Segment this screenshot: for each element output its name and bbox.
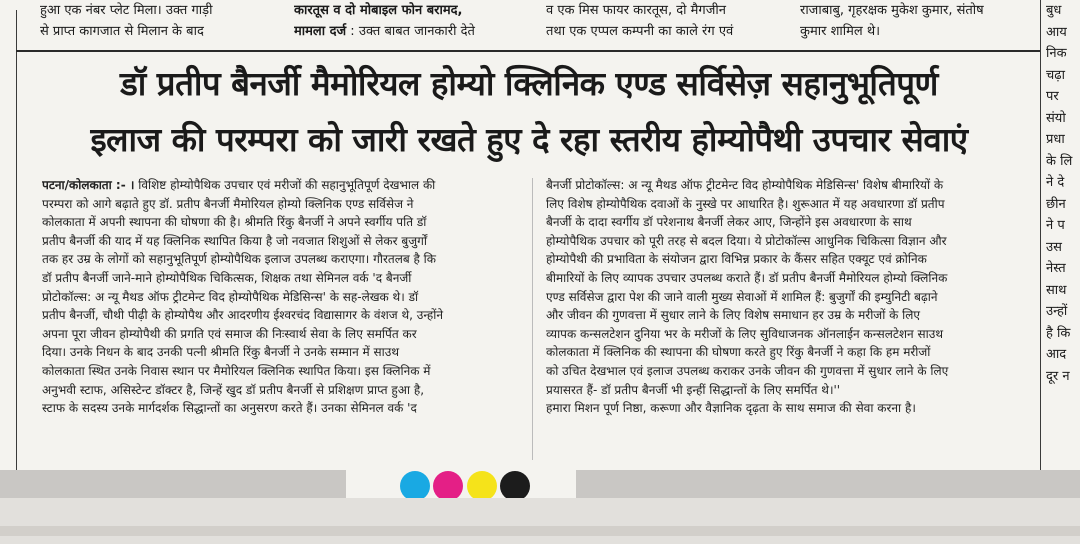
top-column-2-line: कारतूस व दो मोबाइल फोन बरामद, [294, 3, 463, 18]
column-gutter [532, 178, 533, 460]
dateline: पटना/कोलकाता :- । [42, 178, 135, 192]
top-column-2-text: : उक्त बाबत जानकारी देते [346, 24, 475, 39]
article-line: परम्परा को आगे बढ़ाते हुए डॉ. प्रतीप बैनर्जी मैमोरियल होम्यो क्लिनिक एण्ड सर्विसेज ने [42, 196, 414, 211]
section-divider [16, 50, 1040, 52]
article-line: प्रतीप बैनर्जी, चौथी पीढ़ी के होम्योपैथ और आदरणीय ईश्वरचंद विद्यासागर के वंशज थे, उन्होंने [42, 308, 444, 323]
article-line: कोलकाता में क्लिनिक की स्थापना की घोषणा करते हुए रिंकु बैनर्जी ने कहा कि हम मरीजों [546, 345, 931, 360]
article-line [42, 176, 524, 195]
headline-line-1: डॉ प्रतीप बैनर्जी मैमोरियल होम्यो क्लिनिक एण्ड सर्विसेज़ सहानुभूतिपूर्ण [120, 64, 938, 103]
article-line: दिया। उनके निधन के बाद उनकी पत्नी श्रीमति रिंकु बैनर्जी ने उनके सम्मान में साउथ [42, 345, 400, 360]
article-text: विशिष्ट होम्योपैथिक उपचार एवं मरीजों की सहानुभूतिपूर्ण देखभाल की [134, 178, 436, 192]
article-line: बैनर्जी के दादा स्वर्गीय डॉ परेशनाथ बैनर्जी लेकर आए, जिन्होंने इस अवधारणा के साथ [546, 215, 912, 230]
fragment-line: आय [1046, 24, 1067, 40]
article-line: कोलकाता में अपनी स्थापना की घोषणा की है। श्रीमति रिंकु बैनर्जी ने अपने स्वर्गीय पति डॉ [42, 215, 427, 230]
article-line: अनुभवी स्टाफ, असिस्टेन्ट डॉक्टर है, जिन्हें खुद डॉ प्रतीप बैनर्जी से प्रशिक्षण प्राप्त हुआ है, [42, 382, 425, 397]
magenta-registration-dot [433, 471, 463, 501]
previous-article-tail [0, 0, 1045, 46]
column-rule-left [16, 10, 17, 470]
fragment-line: छीन [1046, 196, 1066, 212]
fragment-line: ने प [1046, 218, 1065, 233]
article-line: एण्ड सर्विसेज द्वारा पेश की जाने वाली मुख्य सेवाओं में शामिल हैं: बुजुर्गों की इम्युनिटी बढ़ाने [546, 289, 938, 304]
article-line: बैनर्जी प्रोटोकॉल्स: अ न्यू मैथड ऑफ ट्रीटमेन्ट विद होम्योपैथिक मेडिसिन्स' विशेष बीमारियों के [546, 178, 944, 192]
top-column-1-line: से प्राप्त कागजात से मिलान के बाद [40, 24, 204, 39]
cyan-registration-dot [400, 471, 430, 501]
fragment-line: उन्हों [1046, 304, 1068, 319]
article-column-1 [42, 176, 524, 418]
article-line: कोलकाता स्थित उनके निवास स्थान पर मैमोरियल क्लिनिक स्थापित किया। इस क्लिनिक में [42, 363, 431, 378]
article-line: को उचित देखभाल एवं इलाज उपलब्ध कराकर उनके जीवन की गुणवत्ता में सुधार लाने के लिए [546, 363, 949, 378]
article-line: हमारा मिशन पूर्ण निष्ठा, करूणा और वैज्ञानिक दृढ़ता के साथ समाज की सेवा करना है। [546, 401, 916, 416]
gray-margin-band [0, 470, 346, 500]
gray-margin-band [576, 470, 1080, 500]
fragment-line: प्रधा [1046, 132, 1065, 147]
article-headline [24, 56, 1034, 168]
article-line: स्टाफ के सदस्य उनके मार्गदर्शक सिद्धान्तों का अनुसरण करते हैं। उनका सेमिनल वर्क 'द [42, 401, 417, 416]
article-line: लिए विशेष होम्योपैथिक दवाओं के नुस्खे पर आधारित है। शुरूआत में यह अवधारणा डॉ प्रतीप [546, 196, 945, 211]
article-line: बीमारियों के लिए व्यापक उपचार उपलब्ध कराते हैं। डॉ प्रतीप बैनर्जी मैमोरियल होम्यो क्लिनिक [546, 270, 948, 285]
fragment-line: बुध [1046, 3, 1062, 18]
fragment-line: साथ [1046, 282, 1067, 298]
article-line: प्रयासरत हैं- डॉ प्रतीप बैनर्जी भी इन्हीं सिद्धान्तों के लिए समर्पित थे।'' [546, 382, 841, 397]
black-registration-dot [500, 471, 530, 501]
top-column-1 [40, 0, 276, 46]
top-column-4-line: कुमार शामिल थे। [800, 24, 881, 39]
yellow-registration-dot [467, 471, 497, 501]
article-line: प्रतीप बैनर्जी की याद में यह क्लिनिक स्थापित किया है जो नवजात शिशुओं से लेकर बुजुर्गों [42, 233, 427, 248]
fragment-line: पर [1046, 89, 1059, 104]
fragment-line: निक [1046, 46, 1067, 61]
fragment-line: उस [1046, 239, 1062, 255]
adjacent-column-fragment [1046, 0, 1080, 470]
article-line: और जीवन की गुणवत्ता में सुधार लाने के लिए विशेष समाधान हर उम्र के मरीजों के लिए [546, 308, 921, 323]
fragment-line: ने दे [1046, 175, 1065, 190]
subheading: मामला दर्ज [294, 24, 347, 39]
top-column-2-line [294, 21, 526, 42]
fragment-line: आद [1046, 347, 1067, 362]
article-line: व्यापक कन्सलटेशन दुनिया भर के मरीजों के लिए सुविधाजनक ऑनलाईन कन्सलटेशन साउथ [546, 326, 943, 341]
top-column-4 [800, 0, 1032, 46]
top-column-4-line: राजाबाबु, गृहरक्षक मुकेश कुमार, संतोष [800, 3, 984, 18]
top-column-3 [546, 0, 782, 46]
article-line: अपना पूरा जीवन होम्योपैथी की प्रगति एवं समाज की निःस्वार्थ सेवा के लिए समर्पित कर [42, 326, 417, 341]
fragment-line: है कि [1046, 325, 1071, 341]
cmyk-registration-marks [400, 471, 540, 501]
headline-line-2: इलाज की परम्परा को जारी रखते हुए दे रहा स्तरीय होम्योपैथी उपचार सेवाएं [90, 120, 968, 159]
article-line: होम्योपैथी की प्रभाविता के संयोजन द्वारा विभिन्न प्रकार के कैंसर सहित एक्यूट एवं क्रोनिक [546, 252, 927, 267]
fragment-line: के लि [1046, 153, 1073, 169]
article-line: डॉ प्रतीप बैनर्जी जाने-माने होम्योपैथिक चिकित्सक, शिक्षक तथा सेमिनल वर्क 'द बैनर्जी [42, 270, 412, 285]
fragment-line: दूर न [1046, 368, 1070, 384]
fragment-line: चढ़ा [1046, 67, 1065, 83]
top-column-1-line: हुआ एक नंबर प्लेट मिला। उक्त गाड़ी [40, 3, 213, 18]
article-line: तक हर उम्र के लोगों को सहानुभूतिपूर्ण होम्योपैथिक इलाज उपलब्ध कराएगा। गौरतलब है कि [42, 252, 437, 267]
fragment-line: नेस्त [1046, 261, 1066, 276]
article-line: प्रोटोकॉल्स: अ न्यू मैथड ऑफ ट्रीटमेन्ट विद होम्योपैथिक मेडिसिन्स' के सह-लेखक थे। डॉ [42, 289, 419, 304]
top-column-3-line: तथा एक एप्पल कम्पनी का काले रंग एवं [546, 24, 734, 39]
article-column-2 [546, 176, 1030, 418]
top-column-2 [294, 0, 526, 46]
page-bottom-edge [0, 498, 1080, 544]
article-line: होम्योपैथिक उपचार को पूरी तरह से बदल दिया। ये प्रोटोकॉल्स आधुनिक चिकित्सा विज्ञान और [546, 233, 947, 248]
fragment-line: संयो [1046, 110, 1066, 126]
top-column-3-line: व एक मिस फायर कारतूस, दो मैगजीन [546, 3, 726, 18]
column-rule-right [1040, 0, 1041, 470]
